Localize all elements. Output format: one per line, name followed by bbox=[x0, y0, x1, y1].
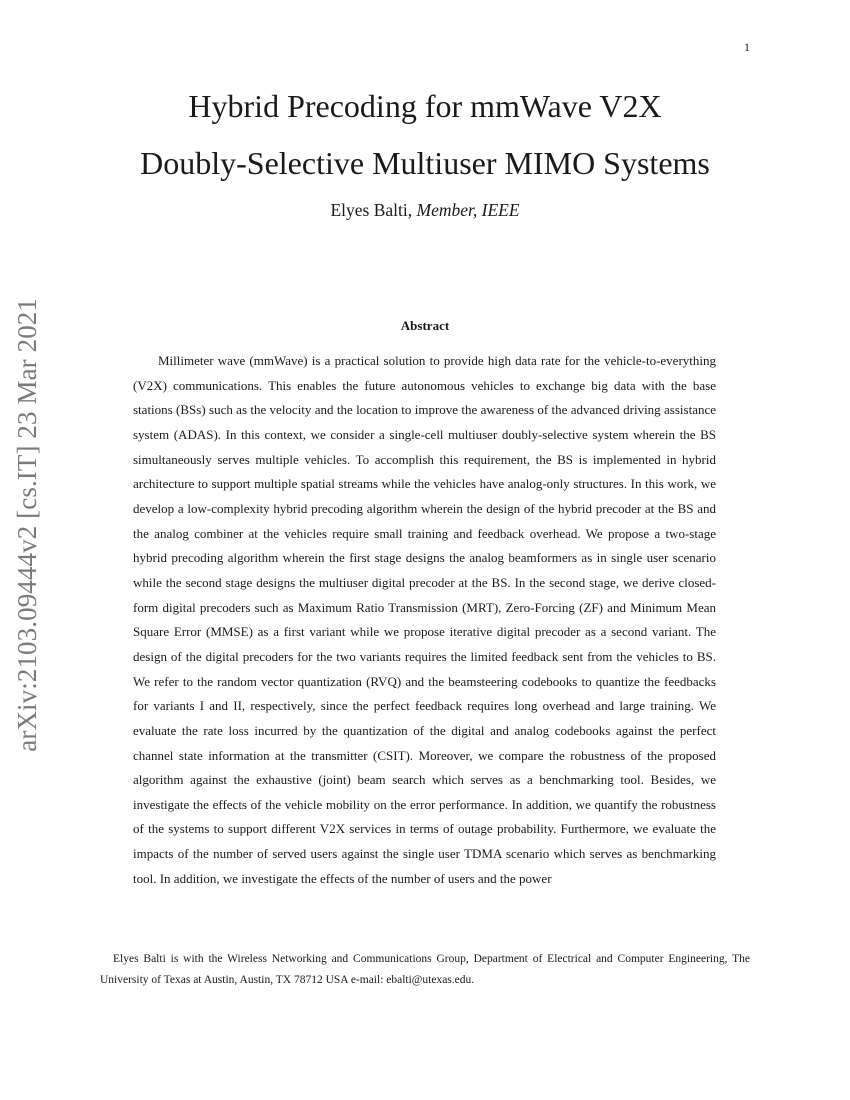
abstract-heading: Abstract bbox=[400, 318, 450, 333]
arxiv-identifier bbox=[2, 298, 52, 790]
arxiv-identifier-text: arXiv:2103.09444v2 [cs.IT] 23 Mar 2021 bbox=[12, 298, 42, 752]
author-footnote: Elyes Balti is with the Wireless Networking and Communications Group, Department of Electrical and Computer Engineering, The University of Texas at Austin, Austin, TX 78712 USA e-mail: ebalti@utexas.edu. bbox=[100, 953, 750, 986]
abstract-body: Millimeter wave (mmWave) is a practical solution to provide high data rate for the vehicle-to-everything (V2X) communications. This enables the future autonomous vehicles to exchange big data with the base stations (BSs) such as the velocity and the location to improve the awareness of the advanced driving assistance system (ADAS). In this context, we consider a single-cell multiuser doubly-selective system wherein the BS simultaneously serves multiple vehicles. To accomplish this requirement, the BS is implemented in hybrid architecture to support multiple spatial streams while the vehicles have analog-only structures. In this work, we develop a low-complexity hybrid precoding algorithm wherein the design of the hybrid precoder at the BS and the analog combiner at the vehicles require small training and feedback overhead. We propose a two-stage hybrid precoding algorithm wherein the first stage designs the analog beamformers as in single user scenario while the second stage designs the multiuser digital precoder at the BS. In the second stage, we derive closed-form digital precoders such as Maximum Ratio Transmission (MRT), Zero-Forcing (ZF) and Minimum Mean Square Error (MMSE) as a first variant while we propose iterative digital precoder as a second variant. The design of the digital precoders for the two variants requires the limited feedback sent from the vehicles to BS. We refer to the random vector quantization (RVQ) and the beamsteering codebooks to quantize the feedbacks for variants I and II, respectively, since the perfect feedback requires long overhead and large training. We evaluate the rate loss incurred by the quantization of the digital and analog codebooks against the perfect channel state information at the transmitter (CSIT). Moreover, we compare the robustness of the proposed algorithm against the exhaustive (joint) beam search which serves as a benchmarking tool. Besides, we investigate the effects of the vehicle mobility on the error performance. In addition, we quantify the robustness of the systems to support different V2X services in terms of outage probability. Furthermore, we evaluate the impacts of the number of served users against the single user TDMA scenario which serves as benchmarking tool. In addition, we investigate the effects of the number of users and the power bbox=[133, 353, 716, 886]
paper-title-line-2: Doubly-Selective Multiuser MIMO Systems bbox=[140, 145, 710, 181]
page-number: 1 bbox=[744, 40, 750, 54]
author-membership: Member, IEEE bbox=[416, 200, 520, 220]
paper-title-line-1: Hybrid Precoding for mmWave V2X bbox=[188, 88, 662, 124]
author-name: Elyes Balti, bbox=[330, 200, 413, 220]
author-line bbox=[100, 200, 750, 221]
paper-title bbox=[100, 78, 750, 192]
